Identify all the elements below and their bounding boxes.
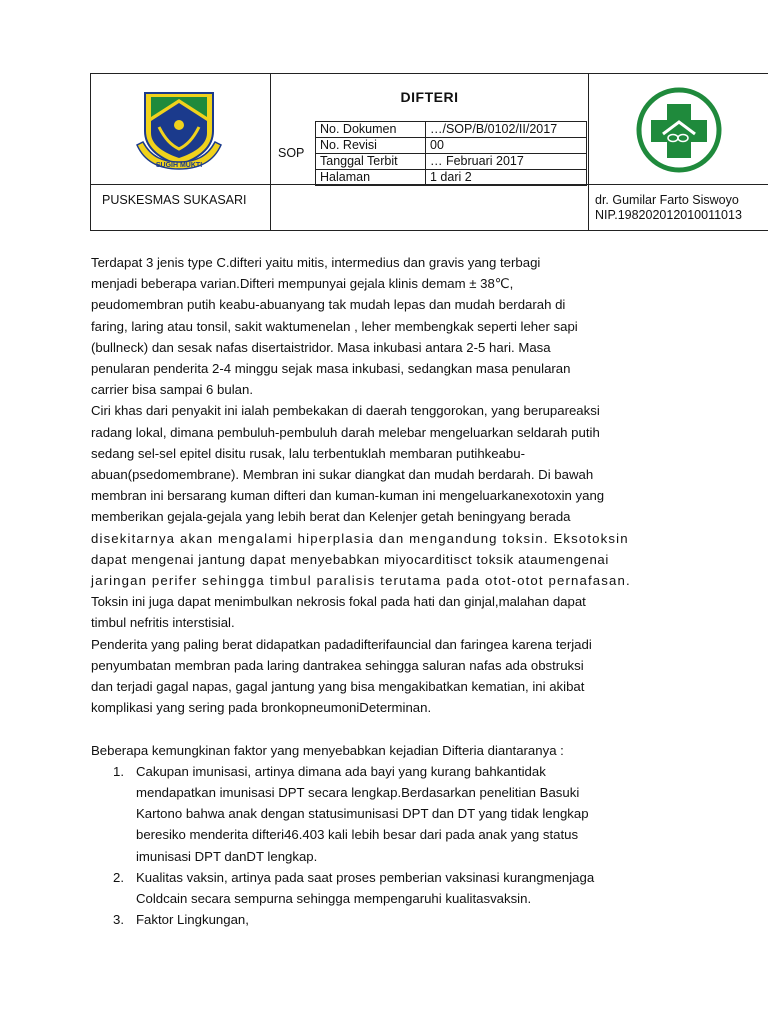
list-item — [91, 761, 681, 867]
text-line: Ciri khas dari penyakit ini ialah pembekakan di daerah tenggorokan, yang berupareaksi — [91, 403, 600, 419]
text-line: timbul nefritis interstisial. — [91, 615, 235, 631]
info-row — [316, 122, 587, 138]
info-key: No. Dokumen — [316, 122, 426, 138]
info-row — [316, 170, 587, 186]
organization-name: PUSKESMAS SUKASARI — [102, 193, 247, 207]
signatory-nip: NIP.198202012010011013 — [595, 208, 742, 222]
document-title: DIFTERI — [400, 89, 459, 105]
regional-emblem-logo — [131, 87, 227, 173]
text-line: penularan penderita 2-4 minggu sejak masa inkubasi, sedangkan masa penularan — [91, 361, 571, 377]
puskesmas-logo-cell — [588, 73, 768, 185]
list-number: 2. — [113, 869, 124, 885]
text-line: Coldcain secara sempurna sehingga mempengaruhi kualitasvaksin. — [136, 891, 532, 907]
info-key: No. Revisi — [316, 138, 426, 154]
info-key: Halaman — [316, 170, 426, 186]
signatory — [595, 193, 742, 223]
text-line: Kartono bahwa anak dengan statusimunisasi DPT dan DT yang tidak lengkap — [136, 806, 589, 822]
document-info-table — [315, 121, 587, 186]
sop-label: SOP — [278, 146, 305, 160]
list-number: 3. — [113, 912, 124, 928]
info-row — [316, 138, 587, 154]
signatory-name: dr. Gumilar Farto Siswoyo — [595, 193, 739, 207]
info-row — [316, 154, 587, 170]
text-line: Terdapat 3 jenis type C.difteri yaitu mitis, intermedius dan gravis yang terbagi — [91, 255, 541, 270]
text-line: Faktor Lingkungan, — [136, 912, 249, 928]
info-value: 1 dari 2 — [426, 170, 587, 186]
paragraph-complications — [91, 634, 681, 719]
text-line: imunisasi DPT danDT lengkap. — [136, 848, 318, 864]
puskesmas-cross-logo — [627, 86, 731, 174]
logo-motto: SUGIH MUKTI — [155, 162, 203, 169]
logo-cell — [90, 73, 271, 185]
text-line: carrier bisa sampai 6 bulan. — [91, 382, 253, 398]
text-line: sedang sel-sel epitel disitu rusak, lalu terbentuklah membaran putihkeabu- — [91, 445, 525, 461]
info-value: … Februari 2017 — [426, 154, 587, 170]
text-line: peudomembran putih keabu-abuanyang tak mudah lepas dan mudah berdarah di — [91, 297, 566, 313]
list-item — [91, 867, 681, 909]
text-line: radang lokal, dimana pembuluh-pembuluh darah melebar mengeluarkan seldarah putih — [91, 424, 600, 440]
text-line: penyumbatan membran pada laring dantrakea sehingga saluran nafas ada obstruksi — [91, 657, 584, 673]
list-number: 1. — [113, 763, 124, 779]
text-line: abuan(psedomembrane). Membran ini sukar diangkat dan mudah berdarah. Di bawah — [91, 467, 594, 483]
text-line: beresiko menderita difteri46.403 kali lebih besar dari pada anak yang status — [136, 827, 579, 843]
document-body — [91, 252, 681, 930]
text-line: komplikasi yang sering pada bronkopneumoniDeterminan. — [91, 700, 432, 716]
text-line: mendapatkan imunisasi DPT secara lengkap.Berdasarkan penelitian Basuki — [136, 785, 580, 801]
empty-cell — [270, 184, 589, 231]
text-line: (bullneck) dan sesak nafas disertaistridor. Masa inkubasi antara 2-5 hari. Masa — [91, 339, 551, 355]
list-intro: Beberapa kemungkinan faktor yang menyebabkan kejadian Difteria diantaranya : — [91, 742, 564, 758]
text-line: memberikan gejala-gejala yang lebih berat dan Kelenjer getah beningyang berada — [91, 509, 571, 525]
paragraph-types — [91, 252, 681, 400]
info-key: Tanggal Terbit — [316, 154, 426, 170]
text-line: Penderita yang paling berat didapatkan padadifterifauncial dan faringea karena terjadi — [91, 636, 592, 652]
paragraph-characteristics — [91, 400, 681, 633]
text-line: dapat mengenai jantung dapat menyebabkan miyocarditisct toksik ataumengenai — [91, 551, 609, 567]
text-line: Cakupan imunisasi, artinya dimana ada bayi yang kurang bahkantidak — [136, 763, 546, 779]
info-value: …/SOP/B/0102/II/2017 — [426, 122, 587, 138]
info-value: 00 — [426, 138, 587, 154]
text-line: Kualitas vaksin, artinya pada saat proses pemberian vaksinasi kurangmenjaga — [136, 869, 595, 885]
text-line: Toksin ini juga dapat menimbulkan nekrosis fokal pada hati dan ginjal,malahan dapat — [91, 594, 586, 610]
text-line: menjadi beberapa varian.Difteri mempunyai gejala klinis demam ± 38℃, — [91, 276, 514, 292]
organization-cell — [90, 184, 271, 231]
text-line: membran ini bersarang kuman difteri dan kuman-kuman ini mengeluarkanexotoxin yang — [91, 488, 605, 504]
text-line: dan terjadi gagal napas, gagal jantung yang bisa mengakibatkan kematian, ini akibat — [91, 679, 585, 695]
text-line: jaringan perifer sehingga timbul paralisis terutama pada otot-otot pernafasan. — [91, 573, 631, 589]
factor-list — [91, 761, 681, 931]
document-header — [90, 73, 768, 231]
text-line: faring, laring atau tonsil, sakit waktumenelan , leher membengkak seperti leher sapi — [91, 318, 578, 334]
text-line: disekitarnya akan mengalami hiperplasia dan mengandung toksin. Eksotoksin — [91, 530, 629, 546]
list-item — [91, 909, 681, 930]
